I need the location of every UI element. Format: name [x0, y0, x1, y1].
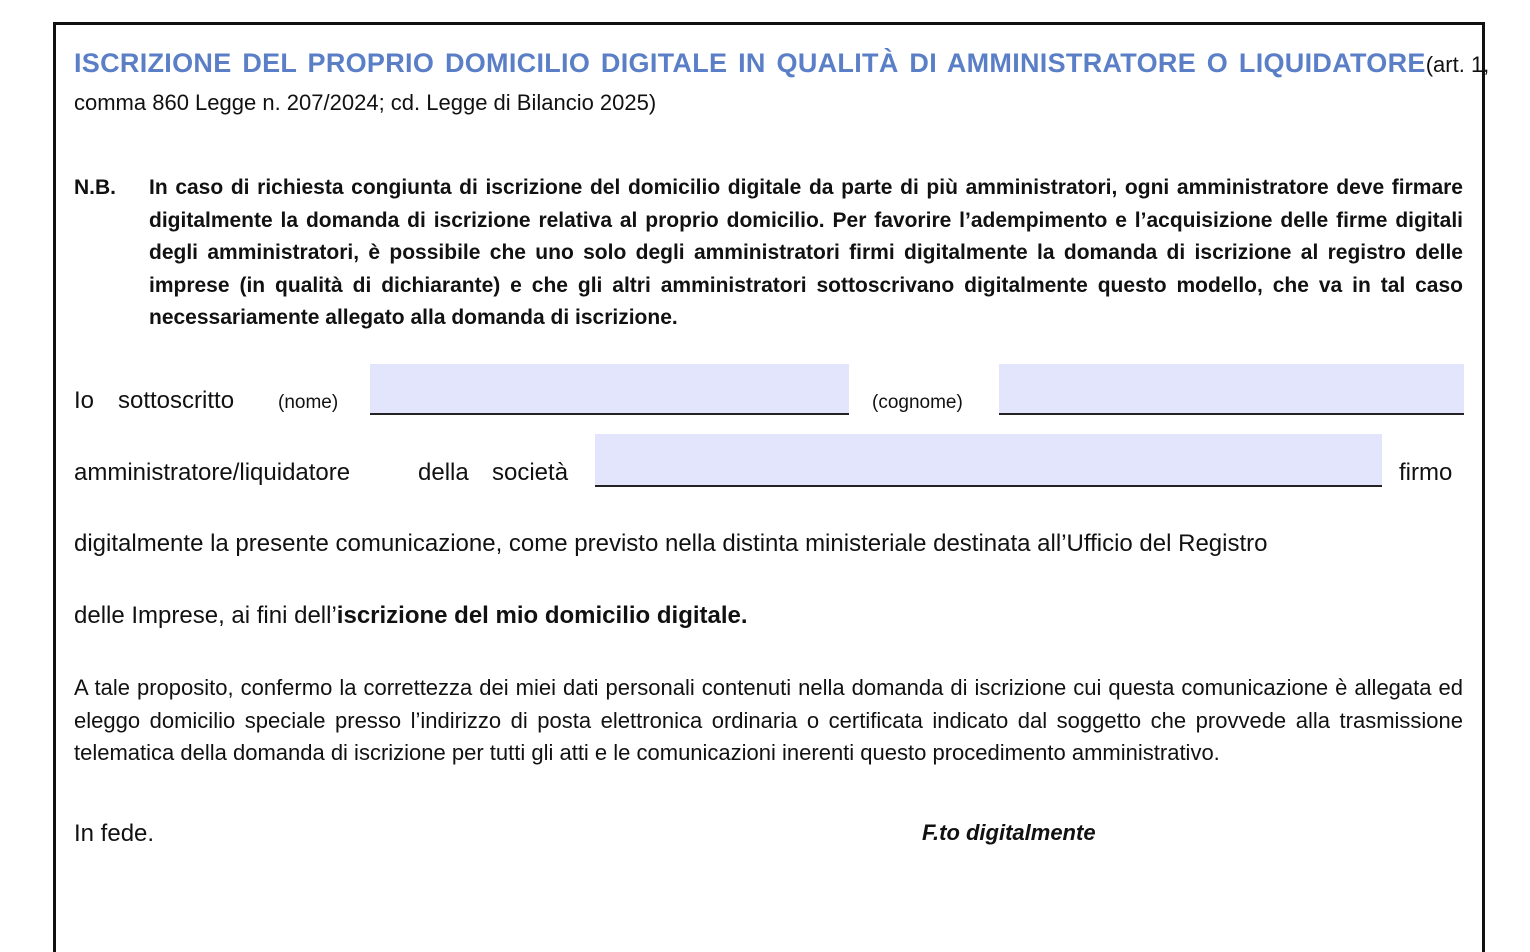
io-label: Io	[74, 387, 95, 414]
title-legal-reference-continued: comma 860 Legge n. 207/2024; cd. Legge di Bilancio 2025)	[74, 90, 657, 115]
document-title: ISCRIZIONE DEL PROPRIO DOMICILIO DIGITALE IN QUALITÀ DI AMMINISTRATORE O LIQUIDATORE(art. 1,	[74, 48, 1490, 78]
societa-label: società	[492, 459, 569, 486]
firmo-label: firmo	[1399, 459, 1453, 486]
cognome-label: (cognome)	[872, 392, 963, 413]
in-fede-label: In fede.	[74, 820, 155, 847]
note-text: In caso di richiesta congiunta di iscrizione del domicilio digitale da parte di più amministratori, ogni amministratore deve firmare digitalmente la domanda di iscrizione relativa al proprio domicilio. Per favorire l’adempimento e l’acquisizione delle firme digitali degli amministratori, è possibile che uno solo degli amministratori firmi digitalmente la domanda di iscrizione al registro delle imprese (in qualità di dichiarante) e che gli altri amministratori sottoscrivano digitalmente questo modello, che va in tal caso necessariamente allegato alla domanda di iscrizione.	[149, 176, 1463, 329]
nome-field[interactable]	[370, 364, 849, 415]
note-label: N.B.	[74, 176, 116, 199]
document-frame	[53, 22, 1485, 952]
cognome-field[interactable]	[999, 364, 1464, 415]
title-legal-reference: (art. 1,	[1425, 52, 1490, 77]
sottoscritto-label: sottoscritto	[118, 387, 235, 414]
confirmation-paragraph: A tale proposito, confermo la correttezza dei miei dati personali contenuti nella domanda di iscrizione cui questa comunicazione è allegata ed eleggo domicilio speciale presso l’indirizzo di posta elettronica ordinaria o certificata indicato dal soggetto che provvede alla trasmissione telematica della domanda di iscrizione per tutti gli atti e le comunicazioni inerenti questo procedimento amministrativo.	[74, 675, 1463, 765]
della-label: della	[418, 459, 469, 486]
amministratore-label: amministratore/liquidatore	[74, 459, 351, 486]
signature-label: F.to digitalmente	[922, 820, 1096, 845]
nome-label: (nome)	[278, 392, 339, 413]
societa-field[interactable]	[595, 434, 1382, 487]
statement-line: digitalmente la presente comunicazione, come previsto nella distinta ministeriale destinata all’Ufficio del Registro	[74, 530, 1268, 557]
statement-line-end: delle Imprese, ai fini dell’iscrizione del mio domicilio digitale.	[74, 602, 748, 629]
